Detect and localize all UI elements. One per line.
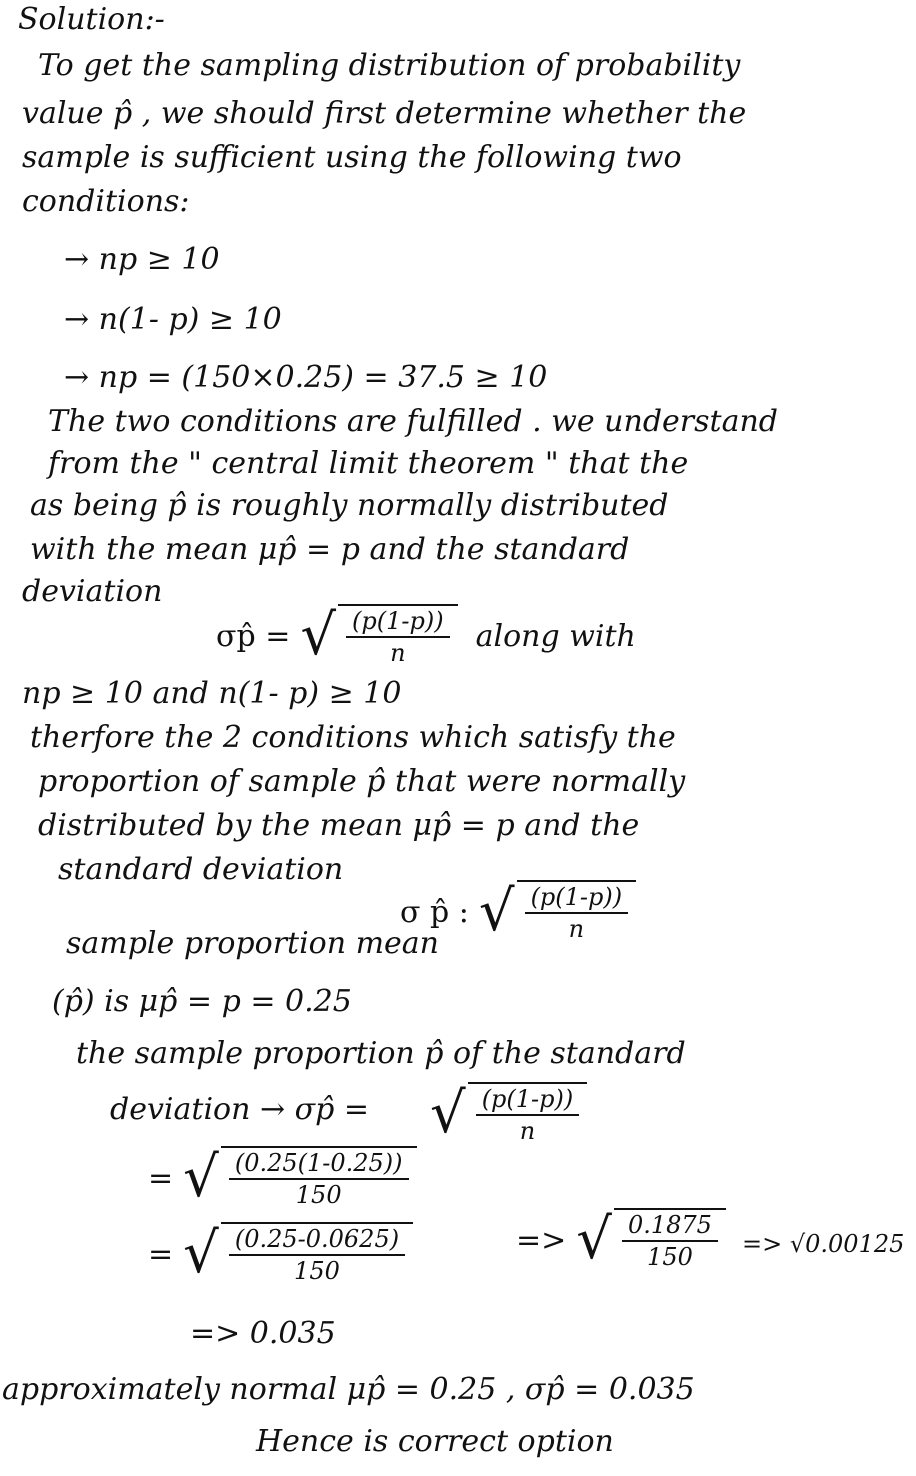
- std-line-2: deviation → σp̂ =: [110, 1092, 369, 1127]
- formula3-fraction: [468, 1082, 588, 1146]
- para1-line-2: from the " central limit theorem " that the: [48, 446, 689, 481]
- formula2-fraction: [517, 880, 637, 944]
- formula2-denominator: n: [568, 915, 585, 943]
- para1-line-1: The two conditions are fulfilled . we understand: [48, 404, 778, 439]
- para2-line-2: proportion of sample p̂ that were normally: [38, 764, 686, 799]
- step1-numerator: (0.25(1-0.25)): [229, 1148, 409, 1180]
- formula1-lhs: σp̂ =: [216, 618, 291, 654]
- sample-mean-label: sample proportion mean: [66, 926, 440, 961]
- std-line-1: the sample proportion p̂ of the standard: [76, 1036, 686, 1071]
- result-line: => 0.035: [190, 1316, 336, 1351]
- condition-2: → n(1- p) ≥ 10: [64, 302, 282, 337]
- para2-line-4: standard deviation: [58, 852, 344, 887]
- formula1-tail: along with: [475, 618, 636, 654]
- step3-fraction: [614, 1208, 726, 1272]
- step3-denominator: 150: [647, 1243, 693, 1271]
- para1-line-3: as being p̂ is roughly normally distributed: [30, 488, 669, 523]
- sqrt-icon: √: [183, 1145, 219, 1210]
- para2-line-3: distributed by the mean μp̂ = p and the: [38, 808, 640, 843]
- std-formula-3: [430, 1082, 587, 1146]
- step3-lhs: =>: [516, 1222, 567, 1258]
- intro-line-4: conditions:: [22, 184, 190, 219]
- conclusion-line: Hence is correct option: [256, 1424, 614, 1459]
- step3-numerator: 0.1875: [622, 1210, 718, 1242]
- intro-line-1: To get the sampling distribution of probability: [38, 48, 741, 83]
- heading: Solution:-: [18, 2, 165, 37]
- condition-1: → np ≥ 10: [64, 242, 220, 277]
- formula2-numerator: (p(1-p)): [525, 882, 629, 914]
- formula3-numerator: (p(1-p)): [476, 1084, 580, 1116]
- final-line: approximately normal μp̂ = 0.25 , σp̂ = 0.035: [2, 1372, 695, 1407]
- step1-lhs: =: [148, 1160, 174, 1196]
- sqrt-icon: √: [478, 879, 515, 944]
- step1-fraction: [221, 1146, 417, 1210]
- np-conditions-line: np ≥ 10 and n(1- p) ≥ 10: [22, 676, 402, 711]
- sqrt-icon: √: [300, 603, 337, 668]
- calc-step-4: => √0.00125: [742, 1230, 905, 1258]
- formula1-fraction: [338, 604, 458, 668]
- intro-line-3: sample is sufficient using the following two: [22, 140, 682, 175]
- para1-line-4: with the mean μp̂ = p and the standard: [30, 532, 630, 567]
- std-formula-1: [216, 604, 636, 668]
- calc-step-3: [516, 1208, 726, 1272]
- calc-step-1: [148, 1146, 417, 1210]
- para1-line-5: deviation: [22, 574, 163, 609]
- intro-line-2: value p̂ , we should first determine whether the: [22, 96, 747, 131]
- step1-denominator: 150: [295, 1181, 342, 1209]
- condition-3: → np = (150×0.25) = 37.5 ≥ 10: [64, 360, 548, 395]
- formula1-numerator: (p(1-p)): [346, 606, 450, 638]
- formula2-lhs: σ p̂ :: [400, 894, 469, 930]
- para2-line-1: therfore the 2 conditions which satisfy the: [30, 720, 676, 755]
- sqrt-icon: √: [430, 1081, 466, 1146]
- formula1-denominator: n: [390, 639, 406, 667]
- calc-step-2: [148, 1222, 413, 1286]
- sample-mean-value: (p̂) is μp̂ = p = 0.25: [52, 984, 352, 1019]
- step2-fraction: [221, 1222, 413, 1286]
- step2-lhs: =: [148, 1236, 174, 1272]
- sqrt-icon: √: [183, 1221, 219, 1286]
- sqrt-icon: √: [576, 1207, 612, 1272]
- step2-numerator: (0.25-0.0625): [229, 1224, 405, 1256]
- step2-denominator: 150: [294, 1257, 340, 1285]
- formula3-denominator: n: [519, 1117, 536, 1145]
